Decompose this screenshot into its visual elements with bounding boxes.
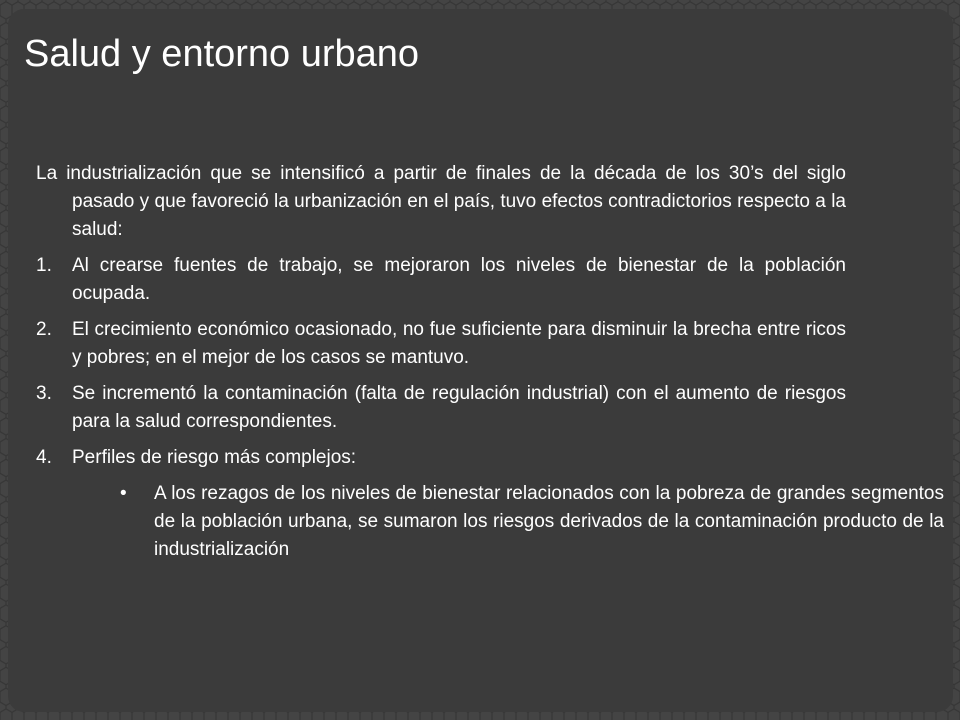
list-item-text: Se incrementó la contaminación (falta de regulación industrial) con el aumento de riesgos para la salud correspondientes. (72, 383, 846, 432)
list-item-text: El crecimiento económico ocasionado, no fue suficiente para disminuir la brecha entre ricos y pobres; en el mejor de los casos se mantuvo. (72, 319, 846, 368)
intro-paragraph: La industrialización que se intensificó a partir de finales de la década de los 30’s del siglo pasado y que favoreció la urbanización en el país, tuvo efectos contradictorios respecto a la salud: (36, 163, 846, 240)
list-item-text: Al crearse fuentes de trabajo, se mejoraron los niveles de bienestar de la población ocupada. (72, 255, 846, 304)
list-marker: 3. (36, 383, 52, 404)
list-marker: 1. (36, 255, 52, 276)
list-item (36, 444, 944, 564)
bullet-item (108, 480, 944, 564)
list-item (36, 380, 846, 436)
slide-title: Salud y entorno urbano (24, 33, 420, 75)
list-marker: 4. (36, 447, 52, 468)
list-item (36, 316, 846, 372)
bullet-marker: • (120, 483, 127, 504)
list-item (36, 252, 846, 308)
slide-body (36, 160, 944, 572)
list-item-text: Perfiles de riesgo más complejos: (72, 447, 357, 468)
numbered-list (36, 252, 944, 564)
list-marker: 2. (36, 319, 52, 340)
bullet-list (72, 480, 944, 564)
bullet-item-text: A los rezagos de los niveles de bienestar relacionados con la pobreza de grandes segmentos de la población urbana, se sumaron los riesgos derivados de la contaminación producto de la industrialización (154, 483, 944, 560)
